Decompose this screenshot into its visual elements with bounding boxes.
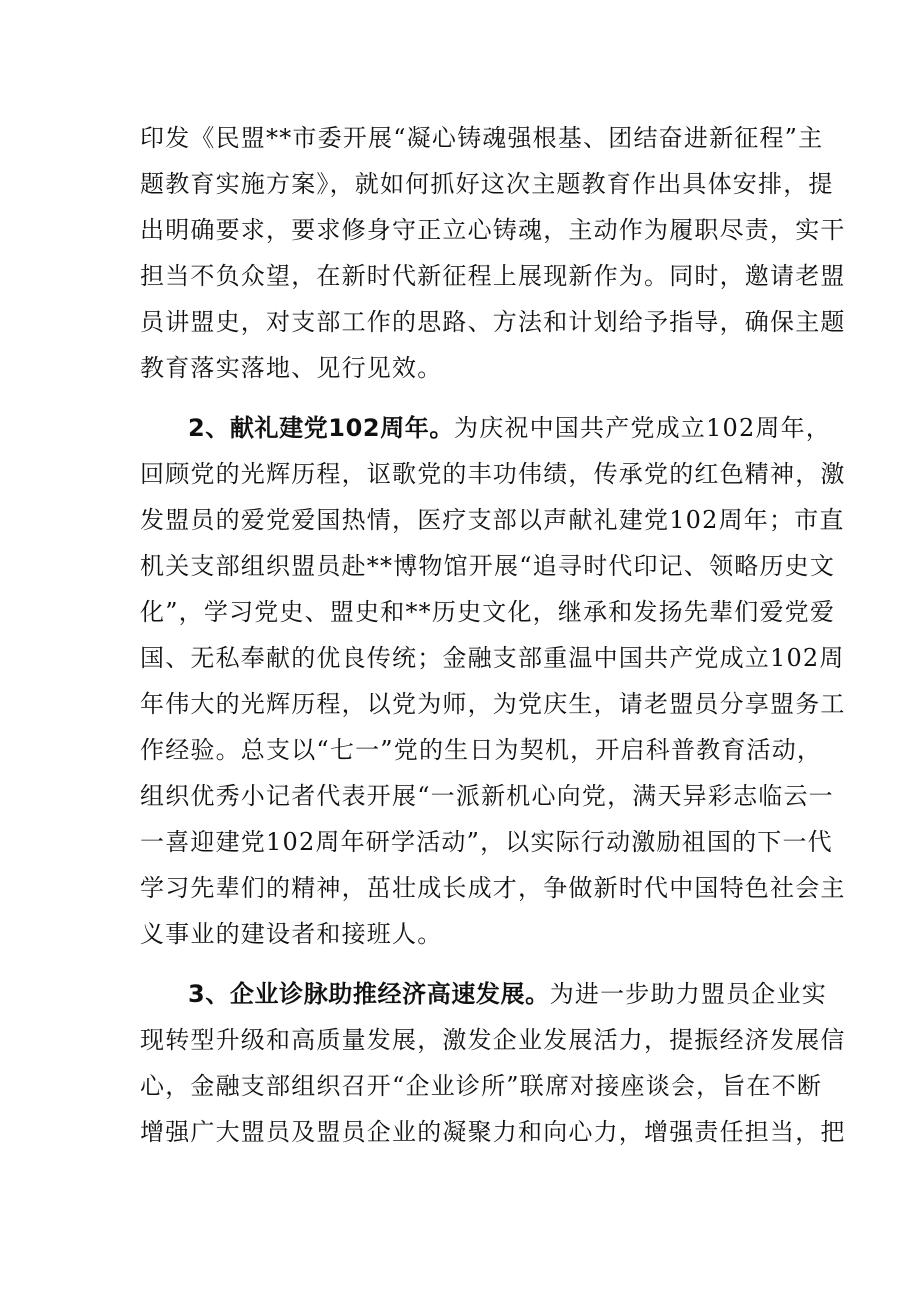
paragraph-2-line-7: 年伟大的光辉历程，以党为师，为党庆生，请老盟员分享盟务工 <box>140 690 846 718</box>
paragraph-3-first-line-text: 为进一步助力盟员企业实 <box>549 980 827 1008</box>
paragraph-2-line-5: 化”，学习党史、盟史和**历史文化，继承和发扬先辈们爱党爱 <box>140 598 836 626</box>
paragraph-2-line-6: 国、无私奉献的优良传统；金融支部重温中国共产党成立102周 <box>140 644 845 672</box>
section-heading-3: 3、企业诊脉助推经济高速发展。 <box>188 980 550 1008</box>
paragraph-1-line-2: 题教育实施方案》，就如何抓好这次主题教育作出具体安排，提 <box>140 170 834 198</box>
paragraph-3-first-line <box>188 976 827 1012</box>
paragraph-3-line-2: 现转型升级和高质量发展，激发企业发展活力，提振经济发展信 <box>140 1026 846 1054</box>
paragraph-2-line-11: 学习先辈们的精神，茁壮成长成才，争做新时代中国特色社会主 <box>140 874 846 902</box>
paragraph-2-line-12: 义事业的建设者和接班人。 <box>140 920 443 948</box>
paragraph-3-line-4: 增强广大盟员及盟员企业的凝聚力和向心力，增强责任担当，把 <box>140 1118 846 1146</box>
paragraph-1-line-1: 印发《民盟**市委开展“凝心铸魂强根基、团结奋进新征程”主 <box>140 124 824 152</box>
paragraph-2-line-9: 组织优秀小记者代表开展“一派新机心向党，满天异彩志临云一 <box>140 782 834 810</box>
paragraph-2-first-line-text: 为庆祝中国共产党成立102周年， <box>454 414 832 442</box>
paragraph-3-line-3: 心，金融支部组织召开“企业诊所”联席对接座谈会，旨在不断 <box>140 1072 823 1100</box>
paragraph-2-line-8: 作经验。总支以“七一”党的生日为契机，开启科普教育活动， <box>140 736 823 764</box>
paragraph-2-line-2: 回顾党的光辉历程，讴歌党的丰功伟绩，传承党的红色精神，激 <box>140 460 846 488</box>
paragraph-1-line-6: 教育落实落地、见行见效。 <box>140 354 443 382</box>
paragraph-1-line-4: 担当不负众望，在新时代新征程上展现新作为。同时，邀请老盟 <box>140 262 846 290</box>
paragraph-2-first-line <box>188 410 831 446</box>
section-heading-2: 2、献礼建党102周年。 <box>188 414 454 442</box>
paragraph-1-line-3: 出明确要求，要求修身守正立心铸魂，主动作为履职尽责，实干 <box>140 216 846 244</box>
paragraph-1-line-5: 员讲盟史，对支部工作的思路、方法和计划给予指导，确保主题 <box>140 308 846 336</box>
paragraph-2-line-4: 机关支部组织盟员赴**博物馆开展“追寻时代印记、领略历史文 <box>140 552 836 580</box>
paragraph-2-line-3: 发盟员的爱党爱国热情，医疗支部以声献礼建党102周年；市直 <box>140 506 845 534</box>
paragraph-2-line-10: 一喜迎建党102周年研学活动”，以实际行动激励祖国的下一代 <box>140 828 833 856</box>
